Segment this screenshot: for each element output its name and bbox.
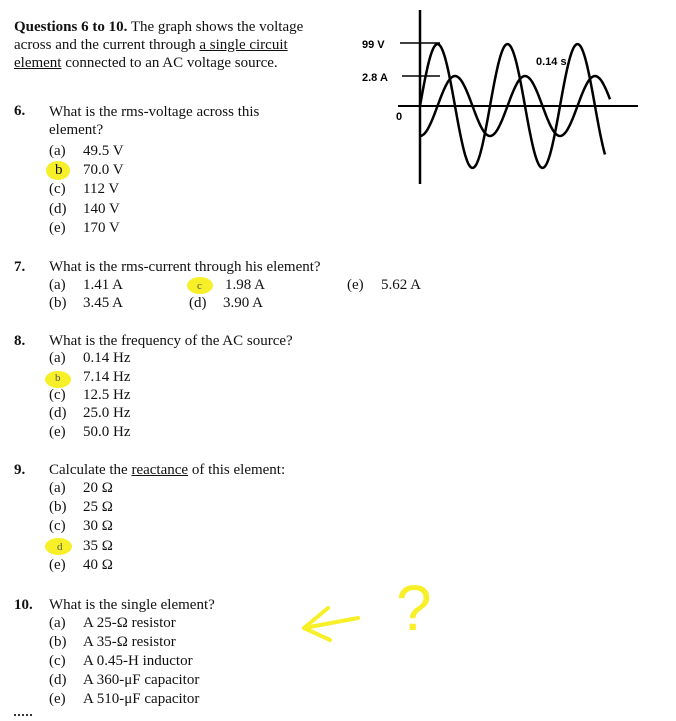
q9-option-a[interactable]: (a) 20 Ω — [49, 480, 113, 496]
intro-bold: Questions 6 to 10. — [14, 19, 128, 35]
zero-label: 0 — [396, 111, 403, 123]
q10-text: What is the single element? — [49, 597, 215, 613]
handwritten-annotation — [300, 560, 470, 665]
q8-option-d[interactable]: (d) 25.0 Hz — [49, 405, 131, 421]
q10-option-a[interactable]: (a) A 25-Ω resistor — [49, 615, 176, 631]
q6-option-b[interactable]: b 70.0 V — [55, 162, 124, 178]
q10-option-b[interactable]: (b) A 35-Ω resistor — [49, 634, 176, 650]
period-label: 0.14 s — [536, 56, 567, 68]
q6-number: 6. — [14, 103, 26, 119]
q10-option-d[interactable]: (d) A 360-μF capacitor — [49, 672, 200, 688]
q8-option-e[interactable]: (e) 50.0 Hz — [49, 424, 131, 440]
q9-option-b[interactable]: (b) 25 Ω — [49, 499, 113, 515]
q7-number: 7. — [14, 259, 26, 275]
q9-option-c[interactable]: (c) 30 Ω — [49, 518, 113, 534]
q6-option-d[interactable]: (d) 140 V — [49, 201, 120, 217]
voltage-peak-label: 99 V — [362, 39, 385, 51]
intro-paragraph — [14, 18, 334, 72]
q8-text: What is the frequency of the AC source? — [49, 333, 293, 349]
q8-option-a[interactable]: (a) 0.14 Hz — [49, 350, 131, 366]
current-peak-label: 2.8 A — [362, 72, 388, 84]
q7-option-c[interactable]: c 1.98 A — [197, 277, 266, 293]
q9-option-d[interactable]: d 35 Ω — [57, 538, 113, 554]
q6-option-c[interactable]: (c) 112 V — [49, 181, 120, 197]
q8-option-c[interactable]: (c) 12.5 Hz — [49, 387, 131, 403]
page-cut-mark — [14, 714, 32, 716]
q8-number: 8. — [14, 333, 26, 349]
q10-number: 10. — [14, 597, 33, 613]
q7-option-e[interactable]: (e) 5.62 A — [347, 277, 422, 293]
q7-option-d[interactable]: (d) 3.90 A — [189, 295, 264, 311]
intro-underlined: a single circuit element — [14, 37, 288, 71]
q7-option-b[interactable]: (b) 3.45 A — [49, 295, 124, 311]
q9-number: 9. — [14, 462, 26, 478]
intro-text-1: The graph shows the voltage across and the current through — [14, 19, 304, 53]
q9-option-e[interactable]: (e) 40 Ω — [49, 557, 113, 573]
q8-option-b[interactable]: b 7.14 Hz — [55, 369, 131, 385]
intro-text-2: connected to an AC voltage source. — [61, 55, 278, 71]
q7-text: What is the rms-current through his element? — [49, 259, 321, 275]
q10-option-e[interactable]: (e) A 510-μF capacitor — [49, 691, 200, 707]
q6-text: What is the rms-voltage across this element? — [49, 104, 260, 138]
q9-text: Calculate the reactance of this element: — [49, 462, 286, 478]
q6-option-a[interactable]: (a) 49.5 V — [49, 143, 124, 159]
question-mark-icon: ? — [396, 572, 432, 644]
q7-option-a[interactable]: (a) 1.41 A — [49, 277, 124, 293]
q6-option-e[interactable]: (e) 170 V — [49, 220, 120, 236]
voltage-current-graph — [360, 8, 650, 193]
q10-option-c[interactable]: (c) A 0.45-H inductor — [49, 653, 193, 669]
